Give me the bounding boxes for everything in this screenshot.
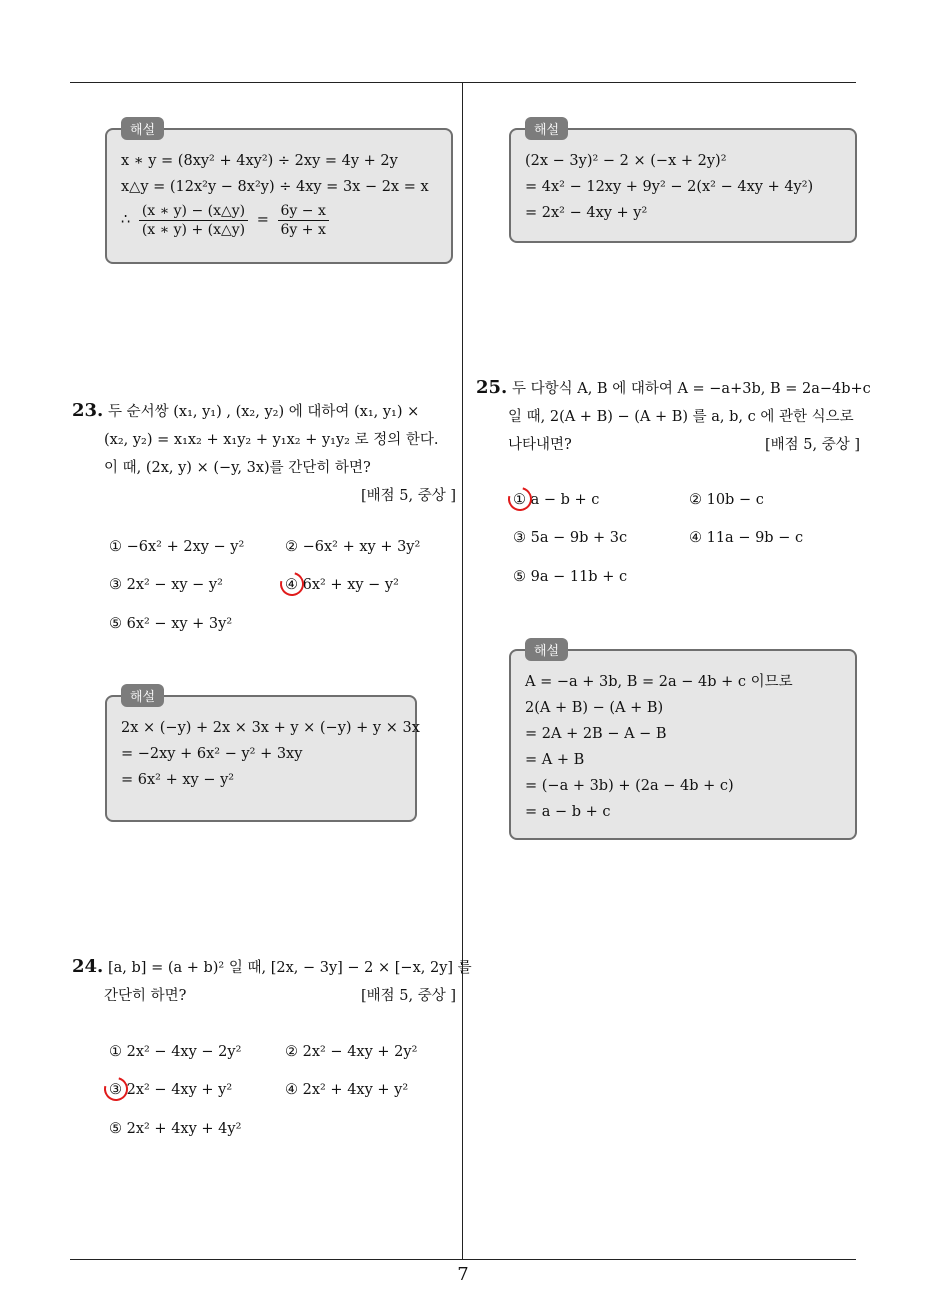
explanation-box-q25: [509, 644, 857, 840]
explanation-line: = (−a + 3b) + (2a − 4b + c): [525, 778, 734, 794]
question-text-line: 간단히 하면?: [104, 988, 187, 1004]
explanation-tag: 해설: [121, 684, 164, 707]
explanation-line: 2x × (−y) + 2x × 3x + y × (−y) + y × 3x: [121, 720, 420, 736]
answer-circle-mark: [276, 568, 309, 601]
choice-option-2[interactable]: ② −6x² + xy + 3y²: [285, 539, 421, 555]
choice-option-2[interactable]: ② 2x² − 4xy + 2y²: [285, 1044, 418, 1060]
question-text-line: 나타내면?: [508, 437, 572, 453]
fraction-denominator: (x ∗ y) + (x△y): [141, 221, 246, 238]
choice-option-1[interactable]: ① 2x² − 4xy − 2y²: [109, 1044, 242, 1060]
choice-option-5[interactable]: ⑤ 9a − 11b + c: [513, 569, 628, 585]
explanation-tag: 해설: [121, 117, 164, 140]
fraction-numerator: (x ∗ y) − (x△y): [139, 202, 248, 221]
points-label: [배점 5, 중상 ]: [360, 988, 456, 1004]
equals-sign: =: [256, 212, 269, 228]
question-text-line: 두 순서쌍 (x₁, y₁) , (x₂, y₂) 에 대하여 (x₁, y₁) ×: [108, 404, 420, 420]
explanation-tag: 해설: [525, 117, 568, 140]
points-label: [배점 5, 중상 ]: [764, 437, 860, 453]
points-label: [배점 5, 중상 ]: [360, 488, 456, 504]
question-24: [72, 954, 472, 1010]
choice-option-3[interactable]: [109, 1080, 232, 1100]
answer-circle-mark: [100, 1073, 133, 1106]
explanation-line: = a − b + c: [525, 804, 611, 820]
choice-option-text: ④ 6x² + xy − y²: [285, 577, 399, 593]
choice-option-1[interactable]: [513, 490, 599, 510]
column-divider: [462, 82, 463, 1259]
top-rule: [70, 82, 856, 83]
explanation-line: A = −a + 3b, B = 2a − 4b + c 이므로: [525, 674, 793, 690]
explanation-line: = 4x² − 12xy + 9y² − 2(x² − 4xy + 4y²): [525, 179, 814, 195]
choice-option-1[interactable]: ① −6x² + 2xy − y²: [109, 539, 245, 555]
fraction-numerator: 6y − x: [278, 202, 329, 221]
therefore-symbol: ∴: [121, 212, 131, 228]
question-text-line: 두 다항식 A, B 에 대하여 A = −a+3b, B = 2a−4b+c: [512, 381, 871, 397]
explanation-fraction-line: [121, 200, 437, 240]
explanation-line: 2(A + B) − (A + B): [525, 700, 664, 716]
question-text-line: 일 때, 2(A + B) − (A + B) 를 a, b, c 에 관한 식으로: [508, 409, 854, 425]
page-number: 7: [457, 1264, 469, 1285]
fraction-right: [278, 202, 329, 239]
question-number: 24.: [72, 956, 104, 977]
explanation-box-q23: [105, 690, 420, 822]
explanation-box-prev-left: [105, 123, 453, 264]
question-number: 23.: [72, 400, 104, 421]
explanation-line: (2x − 3y)² − 2 × (−x + 2y)²: [525, 153, 727, 169]
explanation-tag: 해설: [525, 638, 568, 661]
choice-option-text: ① a − b + c: [513, 492, 600, 508]
explanation-box-prev-right: [509, 123, 857, 243]
choice-option-2[interactable]: ② 10b − c: [689, 492, 764, 508]
explanation-line: = 2x² − 4xy + y²: [525, 205, 648, 221]
explanation-line: x ∗ y = (8xy² + 4xy²) ÷ 2xy = 4y + 2y: [121, 153, 398, 169]
question-text-line: (x₂, y₂) = x₁x₂ + x₁y₂ + y₁x₂ + y₁y₂ 로 정의 한다.: [104, 432, 439, 448]
fraction-denominator: 6y + x: [280, 221, 326, 238]
choice-option-5[interactable]: ⑤ 6x² − xy + 3y²: [109, 616, 233, 632]
explanation-line: = −2xy + 6x² − y² + 3xy: [121, 746, 303, 762]
explanation-line: x△y = (12x²y − 8x²y) ÷ 4xy = 3x − 2x = x: [121, 179, 429, 195]
choice-option-3[interactable]: ③ 5a − 9b + 3c: [513, 530, 628, 546]
explanation-line: = A + B: [525, 752, 585, 768]
question-23: [72, 398, 456, 510]
choice-option-4[interactable]: ④ 2x² + 4xy + y²: [285, 1082, 409, 1098]
explanation-line: = 2A + 2B − A − B: [525, 726, 667, 742]
choice-option-4[interactable]: [285, 575, 399, 595]
choice-option-3[interactable]: ③ 2x² − xy − y²: [109, 577, 223, 593]
question-text-line: [a, b] = (a + b)² 일 때, [2x, − 3y] − 2 × [−x, 2y] 를: [108, 960, 472, 976]
bottom-rule: [70, 1259, 856, 1260]
choice-option-4[interactable]: ④ 11a − 9b − c: [689, 530, 804, 546]
answer-circle-mark: [504, 483, 537, 516]
question-text-line: 이 때, (2x, y) × (−y, 3x)를 간단히 하면?: [104, 460, 371, 476]
choice-option-5[interactable]: ⑤ 2x² + 4xy + 4y²: [109, 1121, 242, 1137]
question-25: [476, 375, 871, 459]
choice-option-text: ③ 2x² − 4xy + y²: [109, 1082, 233, 1098]
question-number: 25.: [476, 377, 508, 398]
explanation-line: = 6x² + xy − y²: [121, 772, 235, 788]
fraction-left: [139, 202, 248, 239]
